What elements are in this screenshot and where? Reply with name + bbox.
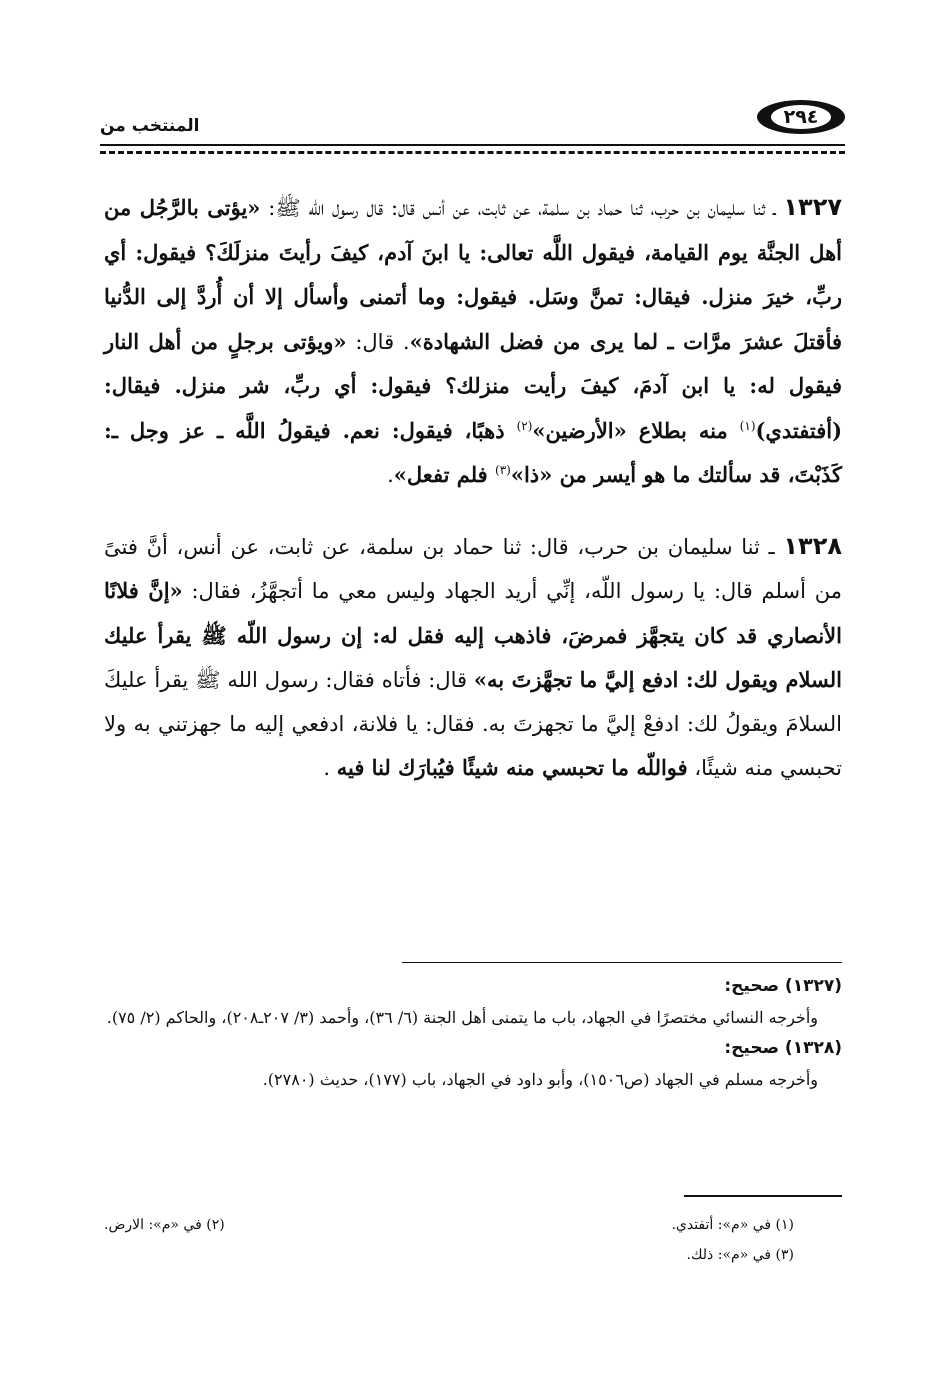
hadith-matn: ذهبًا، فيقول: نعم. فيقولُ اللَّه ـ عز وجل ـ: كَذَبْتَ، قد سألتك ما هو أيسر من «ذا»	[104, 417, 842, 487]
page-number: ٢٩٤	[771, 105, 831, 129]
note-reference: وأخرجه مسلم في الجهاد (ص١٥٠٦)، وأبو داود في الجهاد، باب (١٧٧)، حديث (٢٧٨٠).	[262, 1070, 818, 1089]
footnote-ref: (٣)	[495, 463, 511, 477]
text-notes-separator	[402, 962, 842, 963]
note-grade: (١٣٢٧) صحيح:	[724, 976, 842, 996]
hadith-matn: فلم تفعل»	[393, 462, 495, 487]
sentence-end: .	[323, 756, 337, 780]
hadith-matn: فواللّه ما تحبسي منه شيئًا فيُبارَك لنا فيه	[336, 755, 688, 780]
header-rule	[100, 144, 845, 146]
footnote-2: (٢) في «م»: الارض.	[104, 1217, 225, 1233]
page-header	[100, 98, 845, 158]
hadith-matn: منه بطلاع «الأرضين»	[532, 417, 740, 443]
hadith-isnad: ـ ثنا سليمان بن حرب، ثنا حماد بن سلمة، عن ثابت، عن أنس قال: قال رسول اللّه ﷺ:	[260, 196, 784, 220]
hadith-matn: «يؤتى بالرَّجُل من أهل الجنَّة يوم القيامة، فيقول اللَّه تعالى: يا ابنَ آدم، كيفَ رأيتَ منزلَكَ؟ فيقول: أي ربِّ، خيرَ منزل. فيقال: تمنَّ وسَل. فيقول: وما أتمنى وأسأل إلا أن أُردَّ إلى الدُّنيا فأقتلَ عشرَ مرَّات ـ لما يرى من فضل الشهادة»	[104, 195, 843, 354]
main-text	[104, 186, 842, 791]
hadith-matn: «إنَّ فلانًا الأنصاري قد كان يتجهَّز فمرضَ، فاذهب إليه فقل له: إن رسول اللّه ﷺ يقرأ عليك السلام ويقول لك: ادفع إليَّ ما تجهَّزتَ به»	[104, 578, 842, 692]
hadith-isnad: ـ ثنا سليمان بن حرب، قال: ثنا حماد بن سلمة، عن ثابت، عن أنس، أنَّ فتىً من أسلم قال: يا رسول اللّه، إنِّي أريد الجهاد وليس معي ما أتجهَّزُ، فقال:	[104, 534, 842, 603]
hadith-1328	[104, 525, 842, 791]
footnotes	[104, 1210, 794, 1270]
header-dashed-rule	[100, 151, 845, 154]
footnote-ref: (١)	[739, 418, 756, 433]
footnote-3: (٣) في «م»: ذلك.	[686, 1247, 794, 1263]
hadith-1327	[104, 186, 842, 498]
hadith-matn: «ويؤتى برجلٍ من أهل النار فيقول له: يا ابن آدمَ، كيفَ رأيت منزلك؟ فيقول: أي ربِّ، شر منزل. فيقال: (أفتفتدي)	[104, 328, 843, 443]
hadith-number: ١٣٢٧	[783, 193, 842, 221]
note-grade: (١٣٢٨) صحيح:	[724, 1038, 842, 1058]
narration-connector: . قال:	[346, 329, 410, 354]
note-reference: وأخرجه النسائي مختصرًا في الجهاد، باب ما يتمنى أهل الجنة (٦/ ٣٦)، وأحمد (٣/ ٢٠٧ـ٢٠٨)، والحاكم (٢/ ٧٥).	[106, 1008, 818, 1027]
sentence-end: .	[387, 463, 394, 487]
takhrij-notes	[104, 970, 842, 1094]
running-title: المنتخب من	[100, 116, 200, 136]
hadith-number: ١٣٢٨	[783, 531, 842, 560]
footnote-1: (١) في «م»: أتفتدي.	[671, 1217, 794, 1233]
hadith-continuation: قال: فأتاه فقال: رسول الله ﷺ يقرأ عليكَ السلامَ ويقولُ لك: ادفعْ إليَّ ما تجهزتَ به. فقال: يا فلانة، ادفعي إليه ما جهزتني به ولا تحبسي منه شيئًا،	[104, 668, 842, 780]
page-number-badge	[757, 100, 845, 134]
footnote-separator	[684, 1195, 842, 1197]
footnote-ref: (٢)	[516, 418, 533, 433]
